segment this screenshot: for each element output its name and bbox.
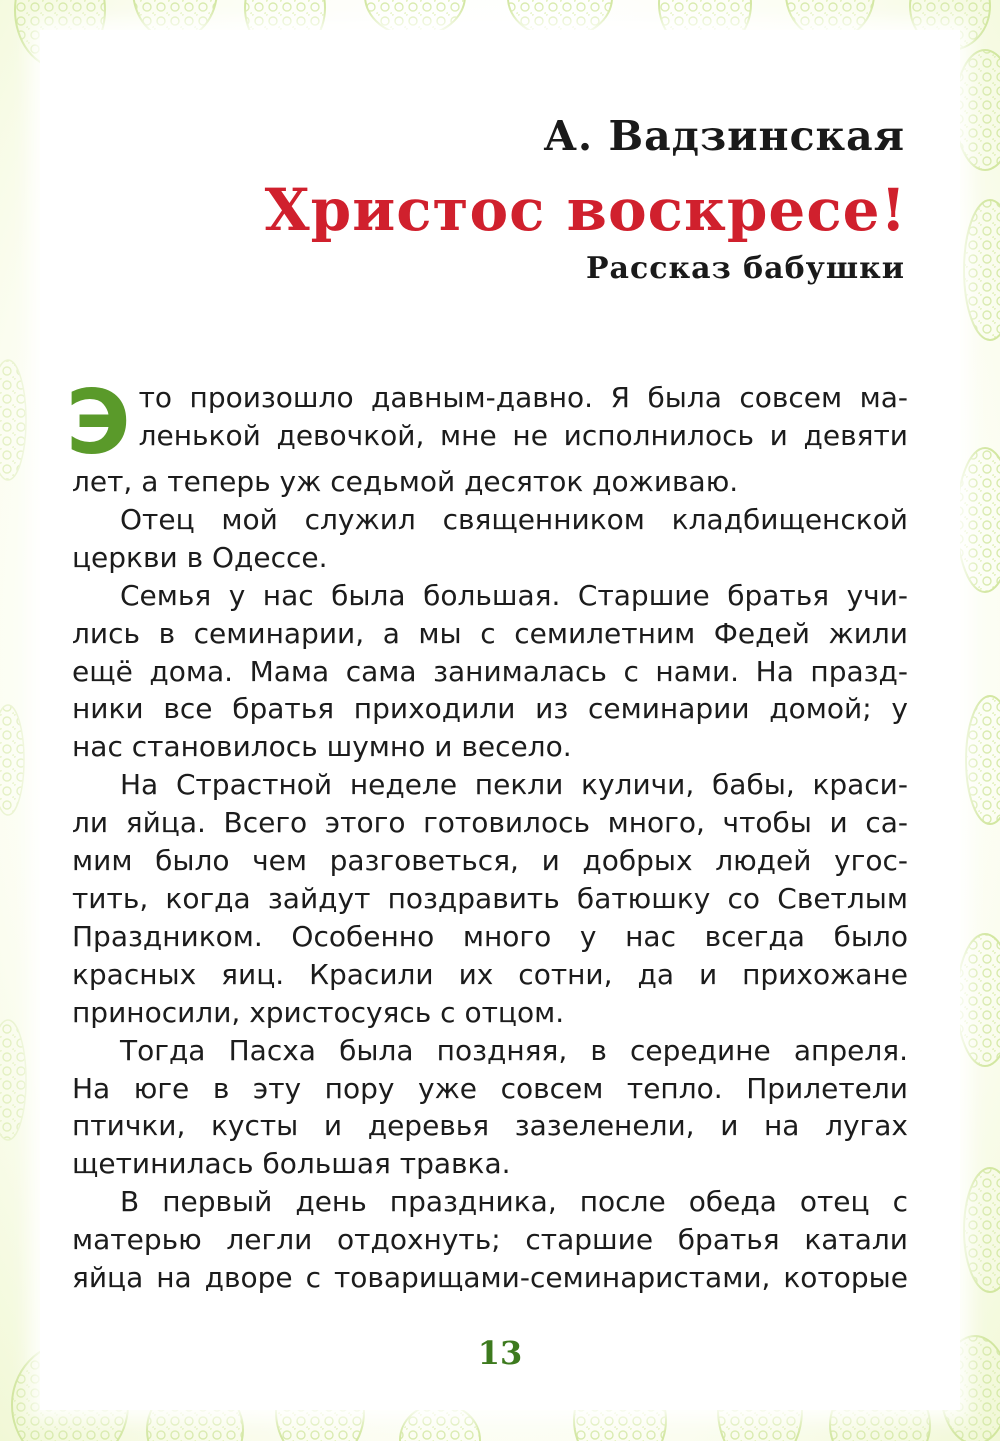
story-title: Христос воскресе!: [264, 176, 907, 244]
text-line: ленькой девочкой, мне не исполнилось и девяти: [138, 418, 908, 452]
paragraph-5: [72, 1032, 908, 1184]
page-number: 13: [477, 1334, 523, 1372]
text-line: яйца на дворе с товарищами-семинаристами, которые: [72, 1261, 908, 1295]
text-line: нас становилось шумно и весело.: [72, 730, 572, 764]
text-line: матерью легли отдохнуть; старшие братья катали: [72, 1223, 908, 1257]
text-line: красных яиц. Красили их сотни, да и прихожане: [72, 957, 908, 991]
text-line: На юге в эту пору уже совсем тепло. Прилетели: [72, 1071, 908, 1105]
paragraph-1: [66, 371, 908, 501]
text-line: Тогда Пасха была поздняя, в середине апреля.: [120, 1033, 908, 1067]
text-line: церкви в Одессе.: [72, 540, 328, 574]
paragraph-3: [72, 577, 908, 767]
story-text: [66, 371, 908, 1297]
paragraph-2: [72, 501, 908, 577]
text-line: Отец мой служил священником кладбищенской: [120, 502, 908, 536]
story-subtitle: Рассказ бабушки: [585, 251, 905, 286]
text-line: ли яйца. Всего этого готовилось много, чтобы и са-: [72, 806, 908, 840]
text-line: Семья у нас была большая. Старшие братья учи-: [120, 578, 908, 612]
text-line: птички, кусты и деревья зазеленели, и на лугах: [72, 1109, 908, 1143]
text-line: мим было чем разговеться, и добрых людей угос-: [72, 844, 908, 878]
text-line: В первый день праздника, после обеда отец с: [120, 1185, 908, 1219]
text-line: ещё дома. Мама сама занималась с нами. На празд-: [72, 654, 908, 688]
text-line: щетинилась большая травка.: [72, 1147, 511, 1181]
author-name: А. Вадзинская: [543, 112, 905, 160]
paragraph-6: [72, 1183, 908, 1297]
text-line: лет, а теперь уж седьмой десяток доживаю.: [72, 465, 739, 498]
text-line: тить, когда зайдут поздравить батюшку со Светлым: [72, 881, 908, 915]
text-line: Праздником. Особенно много у нас всегда было: [72, 919, 908, 953]
text-line: приносили, христосуясь с отцом.: [72, 995, 565, 1029]
text-line: На Страстной неделе пекли куличи, бабы, краси-: [120, 768, 908, 802]
paragraph-4: [72, 766, 908, 1031]
drop-cap-letter: Э: [66, 371, 131, 474]
text-line: то произошло давным-давно. Я была совсем ма-: [138, 381, 908, 414]
text-line: ники все братья приходили из семинарии домой; у: [72, 692, 908, 726]
text-line: лись в семинарии, а мы с семилетним Федей жили: [72, 616, 908, 650]
